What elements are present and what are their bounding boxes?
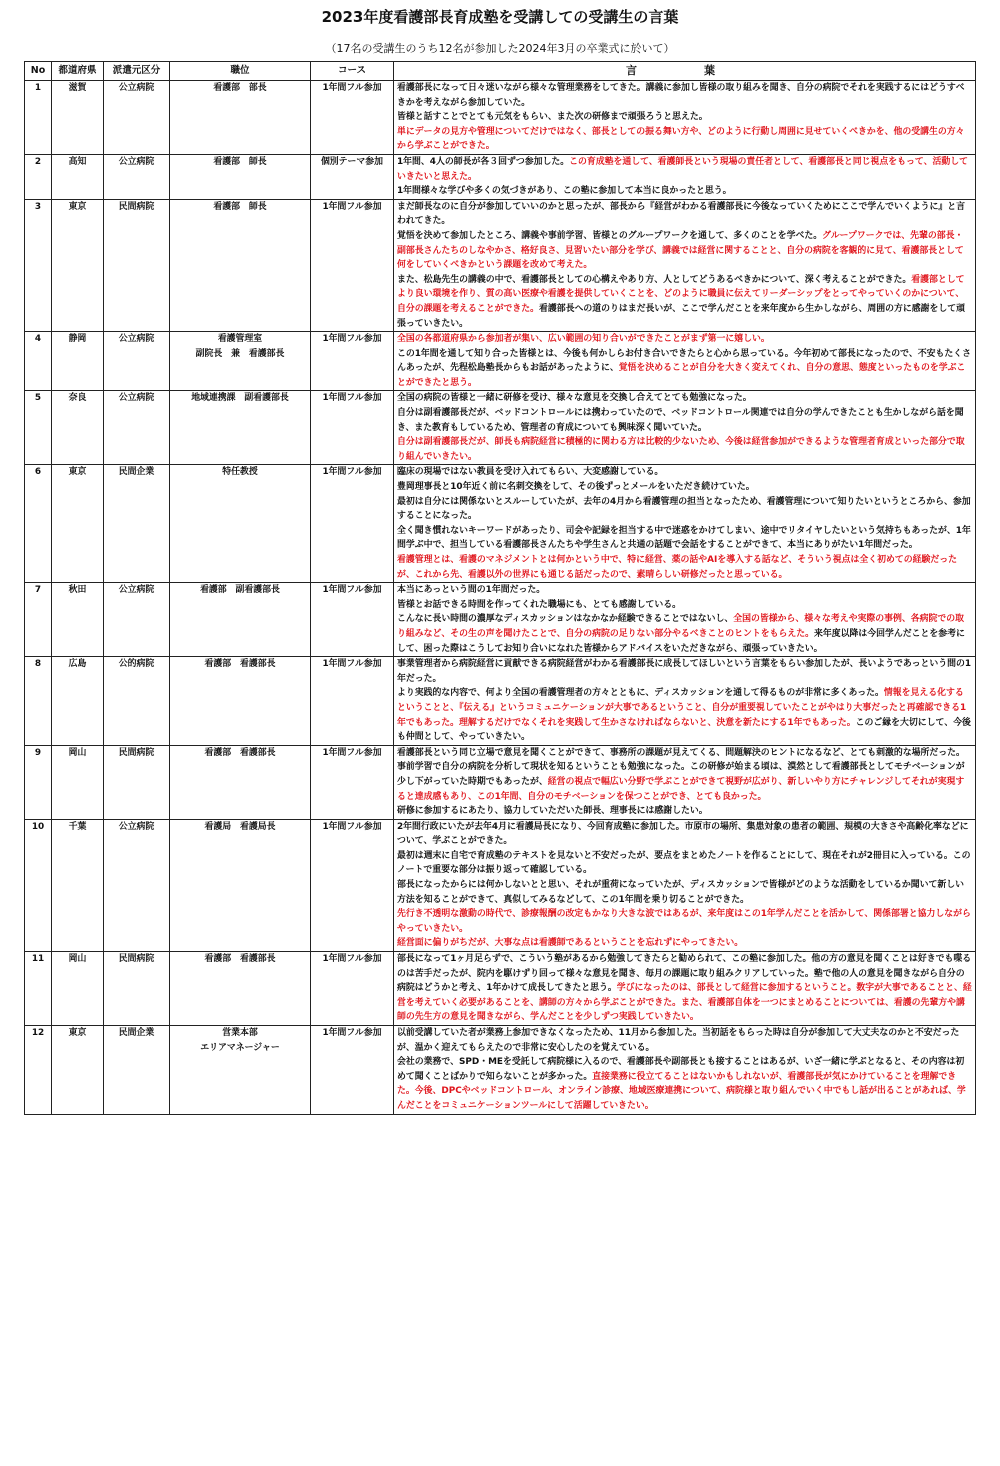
comment-paragraph [397,657,972,686]
table-body [25,81,976,1115]
position-line: 看護部 部長 [213,83,267,93]
position-line: 看護部 副看護部長 [200,585,280,596]
row-course: 1年間フル参加 [311,657,394,746]
row-category: 民間病院 [104,952,170,1026]
comment-text: 1年間様々な学びや多くの気づきがあり、この塾に参加して本当に良かったと思う。 [397,186,732,197]
comment-paragraph [397,184,972,199]
row-course: 1年間フル参加 [311,332,394,391]
position-line: 看護管理室 [217,334,263,345]
comment-text: 看護部長になって日々迷いながら様々な管理業務をしてきた。講義に参加し皆様の取り組みを聞き、自分の病院でそれを実践するにはどうすべきかを考えながら参加していた。 [397,83,965,108]
row-number: 10 [25,819,52,951]
row-words [394,952,976,1026]
highlighted-text: 自分は副看護部長だが、師長も病院経営に積極的に関わる方は比較的少ないため、今後は経営参加ができるような管理者育成といった部分で取り組んでいきたい。 [397,437,965,462]
row-prefecture: 岡山 [52,952,104,1026]
position-line: 副院長 兼 看護部長 [195,348,285,359]
row-number: 9 [25,745,52,819]
comment-paragraph [397,1055,972,1113]
comment-paragraph [397,332,972,347]
row-number: 11 [25,952,52,1026]
comment-text: 1年間、4人の師長が各３回ずつ参加した。 [397,156,570,167]
comment-text: 豊岡理事長と10年近く前に名刺交換をして、その後ずっとメールをいただき続けていた。 [397,482,755,493]
row-number: 12 [25,1026,52,1115]
table-row [25,199,976,331]
row-position [170,1026,311,1115]
position-line: 看護部 看護部長 [204,747,276,758]
comment-text: この1年間を通して知り合った皆様とは、今後も何かしらお付き合いできたらと心から思っている。今年初めて部長になったので、不安もたくさんあったが、先程松島塾長からもお話があったように、 [397,348,971,374]
comment-text: 部長になったからには何かしないとと思い、それが重荷になっていたが、ディスカッションで皆様がどのような活動をしているか聞いて新しい方法を知ることができて、真似してみるなどして、この1年間を乗り切ることができた。 [397,880,965,905]
comment-text: また、松島先生の講義の中で、看護部長としての心構えやあり方、人としてどうあるべきかについて、深く考えることができた。 [397,274,912,285]
comment-paragraph [397,480,972,495]
comment-text: 本当にあっという間の1年間だった。 [397,585,546,596]
row-prefecture: 岡山 [52,745,104,819]
position-line: 営業本部 [222,1028,258,1038]
row-course: 1年間フル参加 [311,583,394,657]
highlighted-text: 直接業務に役立てることはないかもしれないが、看護部長が気にかけていることを理解できた。今後、DPCやベッドコントロール、オンライン診療、地域医療連携について、病院様と取り組んでいく中でもし話が出ることがあれば、学んだことをコミュニケーションツールにして活躍していきたい。 [397,1071,966,1111]
table-row [25,583,976,657]
row-words [394,583,976,657]
row-category: 民間企業 [104,1026,170,1115]
row-words [394,1026,976,1115]
comment-paragraph [397,746,972,804]
highlighted-text: 経営の視点で幅広い分野で学ぶことができて視野が広がり、新しいやり方にチャレンジしてそれが実現すると達成感もあり、この1年間、自分のモチベーションを保つことができ、とても良かった。 [397,776,965,802]
row-course: 個別テーマ参加 [311,154,394,199]
comment-paragraph [397,391,972,406]
row-words [394,332,976,391]
row-category: 公的病院 [104,657,170,746]
row-course: 1年間フル参加 [311,1026,394,1115]
comment-paragraph [397,612,972,656]
position-line: 看護部 師長 [213,201,267,212]
row-prefecture: 滋賀 [52,81,104,155]
comment-text: 覚悟を決めて参加したところ、講義や事前学習、皆様とのグループワークを通して、多くのことを学べた。 [397,230,823,241]
comment-paragraph [397,435,972,464]
comment-text: 臨床の現場ではない教員を受け入れてもらい、大変感謝している。 [397,467,664,478]
comment-text: 皆様と話すことでとても元気をもらい、また次の研修まで頑張ろうと思えた。 [397,112,708,123]
comment-paragraph [397,583,972,598]
row-category: 民間病院 [104,199,170,331]
row-prefecture: 高知 [52,154,104,199]
row-course: 1年間フル参加 [311,199,394,331]
highlighted-text: 先行き不透明な激動の時代で、診療報酬の改定もかなり大きな波ではあるが、来年度はこの1年学んだことを活かして、関係部署と協力しながらやっていきたい。 [397,909,971,934]
row-words [394,391,976,465]
document-subtitle: （17名の受講生のうち12名が参加した2024年3月の卒業式に於いて） [325,42,675,55]
position-line: 特任教授 [222,467,258,478]
row-words [394,199,976,331]
row-number: 4 [25,332,52,391]
comment-text: 来年度以降は今回学んだことを参考にして、困った際はこうしてお知り合いになれた皆様からアドバイスをいただきながら、頑張っていきたい。 [397,628,965,654]
row-words [394,154,976,199]
comment-text: 皆様とお話できる時間を作ってくれた職場にも、とても感謝している。 [397,599,681,610]
comment-text: 最初は週末に自宅で育成塾のテキストを見ないと不安だったが、要点をまとめたノートを作ることにして、現在それが2冊目に入っている。このノートで重要な部分は振り返って確認している。 [397,850,971,876]
header-prefecture: 都道府県 [52,62,104,81]
row-category: 公立病院 [104,81,170,155]
position-line: 看護部 看護部長 [204,954,276,965]
row-position [170,81,311,155]
row-prefecture: 広島 [52,657,104,746]
table-row [25,465,976,583]
row-number: 3 [25,199,52,331]
row-position [170,391,311,465]
row-number: 6 [25,465,52,583]
comment-paragraph [397,686,972,744]
row-position [170,745,311,819]
highlighted-text: 全国の各都道府県から参加者が集い、広い範囲の知り合いができたことがまず第一に嬉しい。 [397,334,770,345]
row-category: 公立病院 [104,583,170,657]
row-position [170,657,311,746]
comment-paragraph [397,907,972,936]
comment-paragraph [397,465,972,480]
header-course: コース [311,62,394,81]
comment-paragraph [397,804,972,819]
row-category: 公立病院 [104,154,170,199]
comment-text: こんなに長い時間の濃厚なディスカッションはなかなか経験できることではないし、 [397,614,734,625]
row-number: 7 [25,583,52,657]
comment-text: 看護部長という同じ立場で意見を聞くことができて、事務所の課題が見えてくる、問題解決のヒントになるなど、とても刺激的な場所だった。事前学習で自分の病院を分析して現状を知るということも勉強になった。この研修が始まる頃は、漠然として看護部長としてモチベーションが少し下がっていた時期でもあったが、 [397,747,965,787]
table-header-row [25,62,976,81]
row-category: 公立病院 [104,391,170,465]
position-line: 看護部 看護部長 [204,659,276,670]
comment-paragraph [397,229,972,273]
comment-text: より実践的な内容で、何より全国の看護管理者の方々とともに、ディスカッションを通して得るものが非常に多くあった。 [397,688,884,699]
comment-paragraph [397,849,972,878]
row-number: 1 [25,81,52,155]
row-prefecture: 東京 [52,1026,104,1115]
header-category: 派遣元区分 [104,62,170,81]
highlighted-text: 看護管理とは、看護のマネジメントとは何かという中で、特に経営、薬の話やAIを導入する話など、そういう視点は全く初めての経験だったが、これから先、看護以外の世界にも通じる話だったので、素晴らしい研修だったと思っている。 [397,555,957,580]
table-row [25,745,976,819]
row-course: 1年間フル参加 [311,745,394,819]
table-row [25,952,976,1026]
comment-text: このご縁を大切にして、今後も仲間として、やっていきたい。 [397,717,971,743]
comment-paragraph [397,495,972,524]
row-category: 公立病院 [104,819,170,951]
highlighted-text: 情報を見える化するということと、『伝える』というコミュニケーションが大事であるということ、自分が重要視していたことがやはり大事だったと再確認できる1年でもあった。理解するだけでなくそれを実践して生かさなければならないと、決意を新たにする1年でもあった。 [397,688,967,728]
comment-paragraph [397,347,972,391]
highlighted-text: 看護部としてより良い環境を作り、質の高い医療や看護を提供していくことを、どのように職員に伝えてリーダーシップをとってやっていくのかについて、自分の課題を考えることができた。 [397,274,965,314]
highlighted-text: 学びになったのは、部長として経営に参加するということ。数字が大事であることと、経営を考えていく必要があることを、講師の方々から学ぶことができた。また、看護部自体を一つにまとめることについては、看護の先輩方や講師の先生方の意見を聞きながら、学んだことを少しずつ実践していきたい。 [397,983,972,1023]
row-position [170,332,311,391]
position-line: 看護局 看護局長 [204,821,276,832]
table-row [25,154,976,199]
comment-text: 2年間行政にいたが去年4月に看護局長になり、今回育成塾に参加した。市原市の場所、集患対象の患者の範囲、規模の大きさや高齢化率などについて、学ぶことができた。 [397,821,969,847]
highlighted-text: グループワークでは、先輩の部長・副部長さんたちのしなやかさ、格好良さ、見習いたい部分を学び、講義では経営に関することと、自分の病院を客観的に見て、看護部長として何をしていくべきかという課題を改めて考えた。 [397,230,964,271]
comment-text: 事業管理者から病院経営に貢献できる病院経営がわかる看護部長に成長してほしいという言葉をもらい参加したが、長いようであっという間の1年だった。 [397,659,972,684]
row-prefecture: 東京 [52,199,104,331]
row-position [170,583,311,657]
row-words [394,745,976,819]
row-number: 8 [25,657,52,746]
comment-paragraph [397,1026,972,1055]
row-course: 1年間フル参加 [311,81,394,155]
comment-text: 自分は副看護部長だが、ベッドコントロールには携わっていたので、ベッドコントロール関連では自分の学んできたことも生かしながら話を聞き、また教育もしているため、管理者の育成についても興味深く聞いていた。 [397,408,964,433]
comment-text: 会社の業務で、SPD・MEを受託して病院様に入るので、看護部長や副部長とも接することはあるが、いざ一緒に学ぶとなると、その内容は初めて聞くことばかりで知らないことが多かった。 [397,1057,965,1082]
highlighted-text: 覚悟を決めることが自分を大きく変えてくれ、自分の意思、態度といったものを学ぶことができたと思う。 [397,363,966,388]
table-row [25,819,976,951]
comment-paragraph [397,81,972,110]
comment-text: 全国の病院の皆様と一緒に研修を受け、様々な意見を交換し合えてとても勉強になった。 [397,393,752,404]
comment-paragraph [397,406,972,435]
table-row [25,81,976,155]
row-course: 1年間フル参加 [311,391,394,465]
row-prefecture: 東京 [52,465,104,583]
comment-paragraph [397,200,972,229]
row-prefecture: 奈良 [52,391,104,465]
position-line: エリアマネージャー [200,1042,280,1053]
row-number: 2 [25,154,52,199]
table-row [25,1026,976,1115]
comment-text: 以前受講していた者が業務上参加できなくなったため、11月から参加した。当初話をもらった時は自分が参加して大丈夫なのかと不安だったが、温かく迎えてもらえたので非常に安心したのを覚えている。 [397,1028,960,1053]
comment-paragraph [397,155,972,184]
comment-text: 部長になって1ヶ月足らずで、こういう塾があるから勉強してきたらと勧められて、この塾に参加した。他の方の意見を聞くことは好きでも喋るのは苦手だったが、院内を駆けずり回って様々な意見を聞き、毎月の課題に取り組みクリアしていった。塾で他の人の意見を聞きながら自分の病院はどうかと考え、1年かけて成長してきたと思う。 [397,954,972,994]
row-position [170,199,311,331]
row-position [170,952,311,1026]
row-number: 5 [25,391,52,465]
row-words [394,819,976,951]
highlighted-text: 単にデータの見方や管理についてだけではなく、部長としての振る舞い方や、どのように行動し周囲に見せていくべきかを、他の受講生の方々から学ぶことができた。 [397,126,965,152]
comment-paragraph [397,598,972,613]
row-position [170,819,311,951]
highlighted-text: この育成塾を通して、看護師長という現場の責任者として、看護部長と同じ視点をもって、活動していきたいと思えた。 [397,156,968,182]
row-words [394,465,976,583]
comment-paragraph [397,125,972,154]
header-words: 言 葉 [394,62,976,81]
comment-paragraph [397,273,972,331]
highlighted-text: 経営面に偏りがちだが、大事な点は看護師であるということを忘れずにやってきたい。 [397,938,744,949]
comment-paragraph [397,553,972,582]
document-title: 2023年度看護部長育成塾を受講しての受講生の言葉 [321,8,679,26]
row-words [394,81,976,155]
comment-paragraph [397,952,972,1025]
row-position [170,154,311,199]
comments-table [24,61,976,1115]
row-position [170,465,311,583]
row-category: 民間病院 [104,745,170,819]
table-row [25,657,976,746]
row-category: 公立病院 [104,332,170,391]
row-course: 1年間フル参加 [311,819,394,951]
position-line: 看護部 師長 [213,156,267,167]
row-prefecture: 千葉 [52,819,104,951]
comment-text: 看護部長への道のりはまだ長いが、ここで学んだことを来年度から生かしながら、周囲の方に感謝をして頑張っていきたい。 [397,303,965,329]
row-category: 民間企業 [104,465,170,583]
comment-paragraph [397,524,972,553]
table-row [25,391,976,465]
header-position: 職位 [170,62,311,81]
comment-text: まだ師長なのに自分が参加していいのかと思ったが、部長から『経営がわかる看護部長に今後なっていくためにここで学んでいくように』と言われてきた。 [397,201,965,227]
table-row [25,332,976,391]
comment-text: 全く聞き慣れないキーワードがあったり、司会や記録を担当する中で迷惑をかけてしまい、途中でリタイヤしたいという気持ちもあったが、1年間学ぶ中で、担当している看護部長さんたちや学生さんと共通の話題で会話をすることができて、本当にありがたい1年間だった。 [397,525,971,551]
row-prefecture: 静岡 [52,332,104,391]
row-course: 1年間フル参加 [311,952,394,1026]
comment-text: 最初は自分には関係ないとスルーしていたが、去年の4月から看護管理の担当となったため、看護管理について知りたいというところから、参加することになった。 [397,496,971,522]
comment-paragraph [397,936,972,951]
comment-text: 研修に参加するにあたり、協力していただいた師長、理事長には感謝したい。 [397,806,708,817]
highlighted-text: 全国の皆様から、様々な考えや実際の事例、各病院での取り組みなど、その生の声を聞けたことで、自分の病院の足りない部分やるべきことのヒントをもらえた。 [397,614,965,639]
row-prefecture: 秋田 [52,583,104,657]
header-no: No [25,62,52,81]
comment-paragraph [397,878,972,907]
comment-paragraph [397,110,972,125]
comment-paragraph [397,820,972,849]
position-line: 地域連携課 副看護部長 [191,393,289,404]
row-course: 1年間フル参加 [311,465,394,583]
row-words [394,657,976,746]
